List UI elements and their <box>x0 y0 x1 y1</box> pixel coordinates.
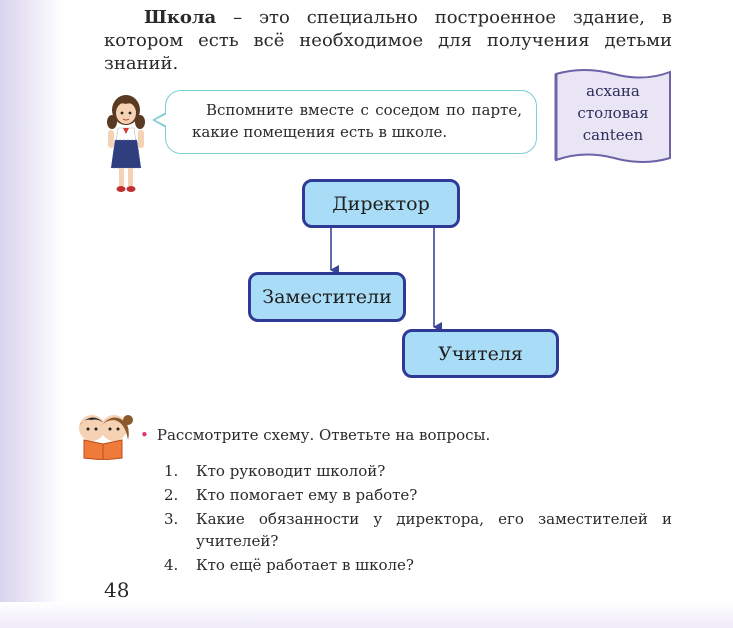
vocabulary-word-english: canteen <box>582 126 644 144</box>
node-deputies <box>248 272 406 322</box>
question-text: Какие обязанности у директора, его заместителей и учителей? <box>196 510 672 550</box>
vocabulary-word-kazakh: асхана <box>586 82 640 100</box>
girl-illustration <box>100 92 152 196</box>
question-number: 4. <box>164 556 179 574</box>
node-director <box>302 179 460 228</box>
page-edge-bottom <box>0 602 733 628</box>
node-director-label: Директор <box>332 192 430 215</box>
task-instruction-text: Рассмотрите схему. Ответьте на вопросы. <box>156 426 491 444</box>
node-teachers <box>402 329 559 378</box>
node-teachers-label: Учителя <box>438 342 523 365</box>
question-number: 1. <box>164 462 179 480</box>
page-edge-left <box>0 0 64 628</box>
question-number: 3. <box>164 510 179 528</box>
intro-paragraph <box>104 6 672 75</box>
children-reading-icon <box>70 410 136 460</box>
question-item <box>164 460 672 482</box>
intro-text: – это специально построенное здание, в котором есть всё необходимое для получения детьми знаний. <box>104 7 672 74</box>
question-list <box>164 460 672 578</box>
question-item <box>164 508 672 552</box>
bullet-icon: • <box>140 426 149 444</box>
task-instruction <box>140 424 490 446</box>
page-number: 48 <box>104 578 130 602</box>
question-text: Кто руководит школой? <box>196 462 386 480</box>
question-text: Кто ещё работает в школе? <box>196 556 414 574</box>
vocabulary-word-russian: столовая <box>577 104 649 122</box>
speech-bubble-text: Вспомните вместе с соседом по парте, какие помещения есть в школе. <box>192 101 522 141</box>
question-number: 2. <box>164 486 179 504</box>
vocabulary-words <box>558 80 668 146</box>
question-item <box>164 554 672 576</box>
node-deputies-label: Заместители <box>262 286 392 308</box>
intro-term: Школа <box>144 7 217 28</box>
speech-bubble <box>165 90 537 154</box>
speech-bubble-tail-fill <box>155 114 167 126</box>
question-item <box>164 484 672 506</box>
question-text: Кто помогает ему в работе? <box>196 486 418 504</box>
